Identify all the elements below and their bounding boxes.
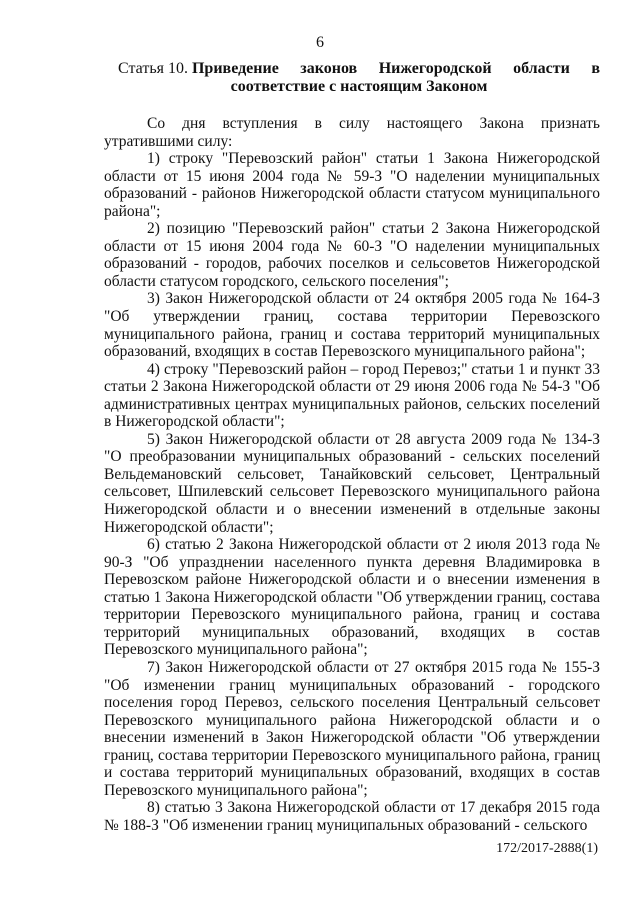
heading-line-1 (118, 60, 600, 78)
list-item-7: 7) Закон Нижегородской области от 27 октября 2015 года № 155-З "Об изменении границ муниципальных образований - городского поселения город Перевоз, сельского поселения Центральный сельсовет Перевозского муниципального района Нижегородской области и о внесении изменений в Закон Нижегородской области "Об утверждении границ, состава территории Перевозского муниципального района, границ и состава территорий муниципальных образований, входящих в состав Перевозского муниципального района"; (104, 658, 600, 799)
list-item-8: 8) статью 3 Закона Нижегородской области от 17 декабря 2015 года № 188-З "Об изменении границ муниципальных образований - сельского (104, 799, 600, 834)
heading-line-2: соответствие с настоящим Законом (230, 78, 488, 95)
heading-word-1: Статья 10. Приведение (118, 60, 279, 77)
heading-word-4: области (513, 60, 570, 77)
list-item-3: 3) Закон Нижегородской области от 24 октября 2005 года № 164-З "Об утверждении границ, состава территории Перевозского муниципального района, границ и состава территорий муниципальных образований, входящих в состав Перевозского муниципального района"; (104, 290, 600, 361)
body-text (104, 115, 600, 834)
document-code: 172/2017-2888(1) (496, 841, 598, 856)
list-item-6: 6) статью 2 Закона Нижегородской области от 2 июля 2013 года № 90-З "Об упразднении населенного пункта деревня Владимировка в Перевозском районе Нижегородской области и о внесении изменения в статью 1 Закона Нижегородской области "Об утверждении границ, состава территории Перевозского муниципального района, границ и состава территорий муниципальных образований, входящих в состав Перевозского муниципального района"; (104, 536, 600, 659)
list-item-2: 2) позицию "Перевозский район" статьи 2 Закона Нижегородской области от 15 июня 2004 года № 60-З "О наделении муниципальных образований - городов, рабочих поселков и сельсоветов Нижегородской области статусом городского, сельского поселения"; (104, 220, 600, 290)
heading-word-2: законов (300, 60, 358, 77)
article-number: Статья 10. (118, 60, 188, 77)
heading-word-5: в (591, 60, 600, 77)
page-number: 6 (316, 34, 324, 51)
list-item-1: 1) строку "Перевозский район" статьи 1 Закона Нижегородской области от 15 июня 2004 года № 59-З "О наделении муниципальных образований - районов Нижегородской области статусом муниципального района"; (104, 150, 600, 220)
list-item-5: 5) Закон Нижегородской области от 28 августа 2009 года № 134-З "О преобразовании муниципальных образований - сельских поселений Вельдемановский сельсовет, Танайковский сельсовет, Центральный сельсовет, Шпилевский сельсовет Перевозского муниципального района Нижегородской области и о внесении изменений в отдельные законы Нижегородской области"; (104, 430, 600, 536)
intro-paragraph: Со дня вступления в силу настоящего Закона признать утратившими силу: (104, 115, 600, 150)
heading-word-3: Нижегородской (378, 60, 492, 77)
list-item-4: 4) строку "Перевозский район – город Перевоз;" статьи 1 и пункт 33 статьи 2 Закона Нижегородской области от 29 июня 2006 года № 54-З "Об административных центрах муниципальных районов, сельских поселений в Нижегородской области"; (104, 360, 600, 431)
article-heading (118, 60, 600, 96)
